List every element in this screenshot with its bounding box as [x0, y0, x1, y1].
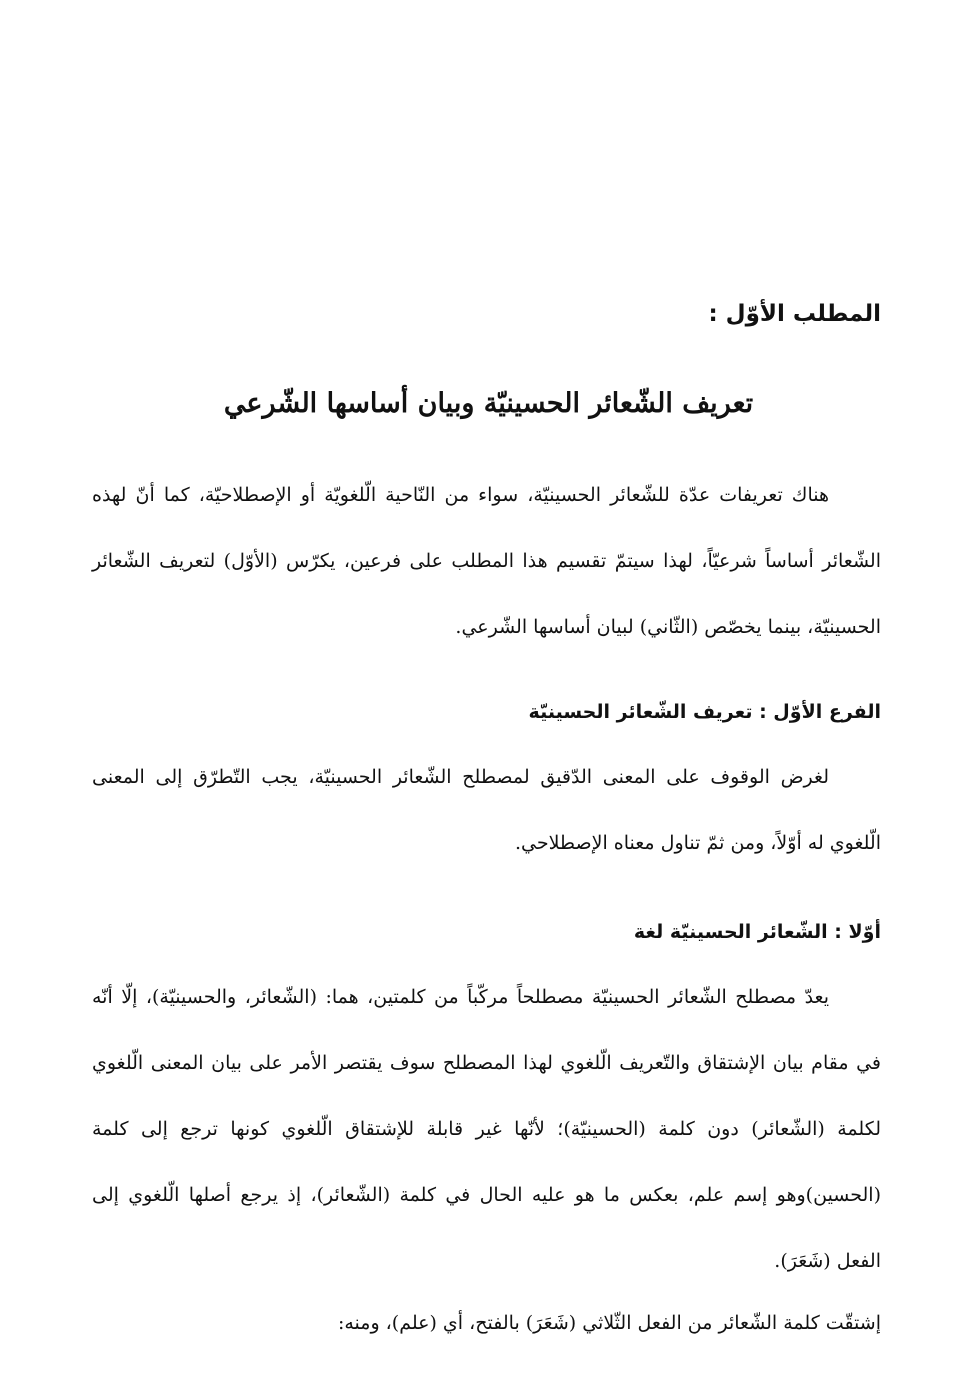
intro-text: هناك تعريفات عدّة للشّعائر الحسينيّة، سواء من النّاحية الّلغويّة أو الإصطلاحيّة، كما أنّ لهذه الشّعائر أساساً شرعيّاً، لهذا سيتمّ تقسيم هذا المطلب على فرعين، يكرّس (الأوّل) لتعريف الشّعائر الحسينيّة، بينما يخصّص (الثّاني) لبيان أساسها الشّرعي.	[92, 484, 881, 638]
branch-paragraph	[92, 744, 881, 876]
first-heading: أوّلا : الشّعائر الحسينيّة لغة	[633, 921, 881, 943]
first-paragraph	[92, 964, 881, 1294]
last-paragraph	[92, 1290, 881, 1356]
page-title: تعريف الشّعائر الحسينيّة وبيان أساسها الشّرعي	[223, 388, 754, 419]
branch-heading: الفرع الأوّل : تعريف الشّعائر الحسينيّة	[528, 701, 881, 723]
last-text: إشتقّت كلمة الشّعائر من الفعل الثّلاثي (شَعَرَ) بالفتح، أي (علم)، ومنه:	[337, 1312, 881, 1334]
section-label: المطلب الأوّل :	[708, 301, 881, 327]
intro-paragraph	[92, 462, 881, 660]
first-text: يعدّ مصطلح الشّعائر الحسينيّة مصطلحاً مركّباً من كلمتين، هما: (الشّعائر، والحسينيّة)، إلّا أنّه في مقام بيان الإشتقاق والتّعريف الّلغوي لهذا المصطلح سوف يقتصر الأمر على بيان المعنى الّلغوي لكلمة (الشّعائر) دون كلمة (الحسينيّة)؛ لأنّها غير قابلة للإشتقاق الّلغوي كونها ترجع إلى كلمة (الحسين)وهو إسم علم، بعكس ما هو عليه الحال في كلمة (الشّعائر)، إذ يرجع أصلها الّلغوي إلى الفعل (شَعَرَ).	[92, 986, 881, 1272]
branch-text: لغرض الوقوف على المعنى الدّقيق لمصطلح الشّعائر الحسينيّة، يجب التّطرّق إلى المعنى الّلغوي له أوّلاً، ومن ثمّ تناول معناه الإصطلاحي.	[92, 766, 881, 854]
